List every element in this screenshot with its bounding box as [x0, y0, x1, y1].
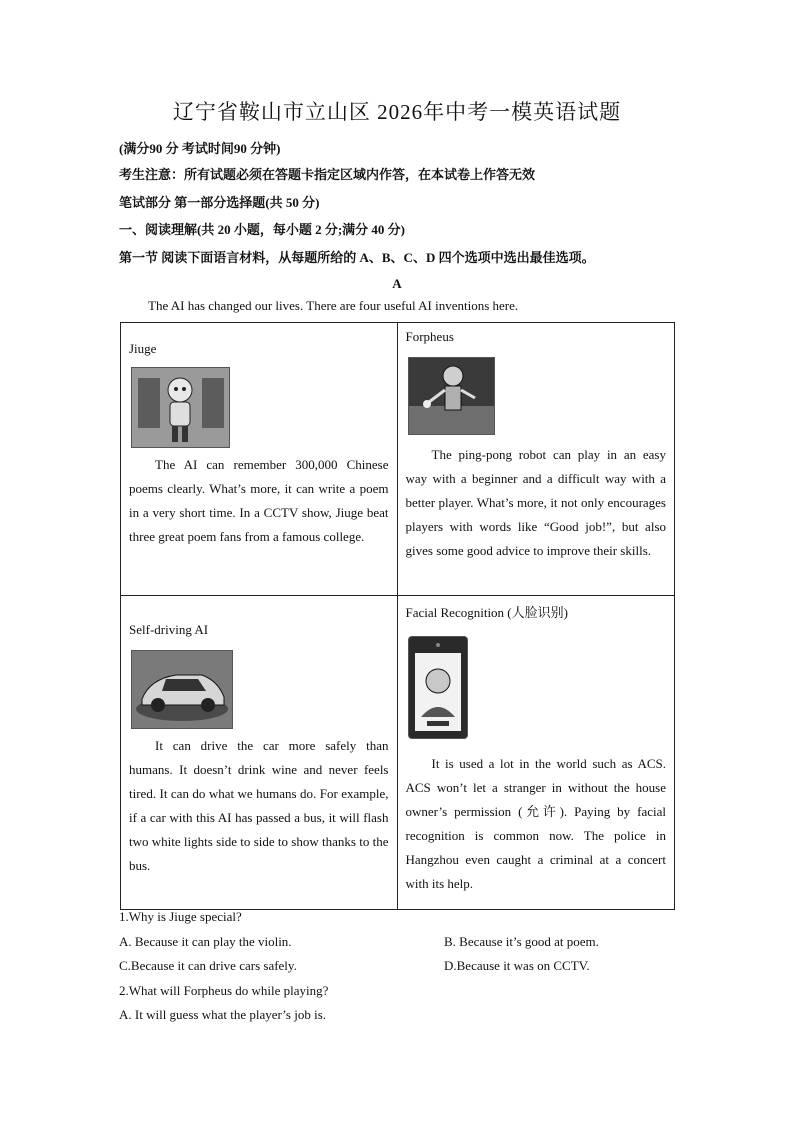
page-title: 辽宁省鞍山市立山区 2026年中考一模英语试题 — [172, 100, 622, 124]
cell-title: Jiuge — [129, 341, 157, 356]
question-1: 1.Why is Jiuge special? — [119, 909, 242, 924]
exam-notice: 考生注意：所有试题必须在答题卡指定区域内作答，在本试卷上作答无效 — [119, 167, 536, 182]
option-1b: B. Because it’s good at poem. — [444, 934, 599, 949]
face-recognition-device-image — [408, 636, 468, 739]
option-1c: C.Because it can drive cars safely. — [119, 958, 297, 973]
passage-label: A — [392, 276, 402, 291]
cell-text: It is used a lot in the world such as ACS. ACS won’t let a stranger in without the house owner’s permission (允许). Paying by facial recognition is common now. The police in Hangzhou even caught a criminal at a concert with its help. — [405, 756, 666, 891]
cell-text: It can drive the car more safely than humans. It doesn’t drink wine and never feels tired. It can do what we humans do. For example, if a car with this AI has passed a bus, it will flash two white lights side to side to show thanks to the bus. — [129, 738, 389, 873]
ping-pong-robot-image — [408, 357, 495, 435]
question-2: 2.What will Forpheus do while playing? — [119, 983, 329, 998]
inventions-table — [120, 322, 675, 910]
cell-text: The AI can remember 300,000 Chinese poems clearly. What’s more, it can write a poem in a very short time. In a CCTV show, Jiuge beat three great poem fans from a famous college. — [129, 457, 389, 544]
cell-forpheus — [397, 323, 675, 596]
cell-jiuge — [121, 323, 398, 596]
section-heading: 一、阅读理解(共 20 小题，每小题 2 分;满分 40 分) — [119, 222, 405, 237]
cell-title: Forpheus — [405, 329, 454, 344]
part-heading: 笔试部分 第一部分选择题(共 50 分) — [119, 195, 320, 210]
cell-facial-recognition — [397, 596, 675, 910]
cell-title: Self-driving AI — [129, 622, 209, 637]
cell-self-driving — [121, 596, 398, 910]
section-instruction: 第一节 阅读下面语言材料，从每题所给的 A、B、C、D 四个选项中选出最佳选项。 — [119, 250, 595, 265]
passage-intro: The AI has changed our lives. There are four useful AI inventions here. — [148, 298, 519, 313]
option-1d: D.Because it was on CCTV. — [444, 958, 590, 973]
cell-title: Facial Recognition (人脸识别) — [405, 605, 568, 620]
option-1a: A. Because it can play the violin. — [119, 934, 292, 949]
jiuge-robot-image — [131, 367, 230, 448]
exam-info: (满分90 分 考试时间90 分钟) — [119, 141, 281, 156]
cell-text: The ping-pong robot can play in an easy way with a beginner and a difficult way with a better player. What’s more, it not only encourages players with words like “Good job!”, but also gives some good advice to improve their skills. — [405, 447, 666, 558]
self-driving-car-image — [131, 650, 233, 729]
option-2a: A. It will guess what the player’s job is. — [119, 1007, 327, 1022]
